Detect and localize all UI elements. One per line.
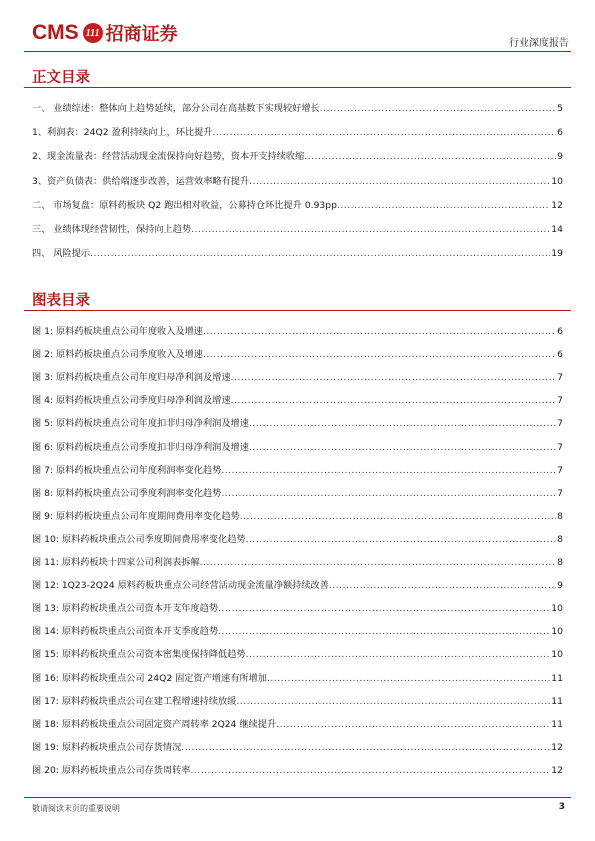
header-divider xyxy=(24,51,571,52)
toc-entry[interactable] xyxy=(32,173,563,187)
figure-entry-page: 8 xyxy=(557,510,563,522)
figure-entry-text: 图 15: 原料药板块重点公司资本密集度保持降低趋势 xyxy=(32,649,246,661)
toc-entry-page: 14 xyxy=(551,224,563,235)
dot-leader xyxy=(304,151,556,162)
figure-entry-text: 图 13: 原料药板块重点公司资本开支年度趋势 xyxy=(32,603,219,615)
figure-entry-text: 图 9: 原料药板块重点公司年度期间费用率变化趋势 xyxy=(32,510,240,522)
logo-badge-icon: 111 xyxy=(83,23,103,43)
figure-entry[interactable] xyxy=(32,508,563,522)
figure-entry-text: 图 7: 原料药板块重点公司年度利润率变化趋势 xyxy=(32,464,222,476)
toc-entry-text: 四、 风险提示 xyxy=(32,248,91,260)
dot-leader xyxy=(203,349,556,360)
figure-entry-page: 7 xyxy=(557,372,563,384)
page-number: 3 xyxy=(558,802,565,812)
figure-entry-text: 图 1: 原料药板块重点公司年度收入及增速 xyxy=(32,326,203,337)
dot-leader xyxy=(249,442,556,453)
dot-leader xyxy=(213,127,557,138)
dot-leader xyxy=(246,534,557,545)
dot-leader xyxy=(218,603,550,614)
toc-entry-page: 19 xyxy=(551,248,563,260)
footer-disclaimer: 敬请阅读末页的重要说明 xyxy=(32,804,120,813)
figure-entry[interactable] xyxy=(32,716,563,730)
figure-entry[interactable] xyxy=(32,670,563,684)
figure-entry-page: 10 xyxy=(551,626,563,638)
dot-leader xyxy=(191,224,550,235)
figure-entry-page: 7 xyxy=(557,441,563,453)
toc-entry-text: 二、 市场复盘：原料药板块 Q2 跑出相对收益，公募持仓环比提升 0.93pp xyxy=(32,199,337,211)
figure-entry[interactable] xyxy=(32,485,563,499)
dot-leader xyxy=(221,488,556,499)
toc-entry-page: 10 xyxy=(551,175,563,187)
figure-entry[interactable] xyxy=(32,554,563,568)
dot-leader xyxy=(181,742,550,753)
figure-entry[interactable] xyxy=(32,762,563,776)
figure-entry-page: 7 xyxy=(557,418,563,430)
dot-leader xyxy=(240,511,556,522)
footer-divider xyxy=(24,797,571,798)
figures-title: 图表目录 xyxy=(32,292,90,309)
toc-entry-text: 3、资产负债表：供给端逐步改善，运营效率略有提升 xyxy=(32,175,250,187)
toc-entry[interactable] xyxy=(32,100,563,114)
figure-entry-page: 11 xyxy=(551,695,563,707)
dot-leader xyxy=(320,103,556,114)
toc-entry[interactable] xyxy=(32,245,563,259)
figure-entry[interactable] xyxy=(32,369,563,383)
toc-title-rule xyxy=(24,87,571,88)
toc-entry[interactable] xyxy=(32,148,563,162)
figure-entry-text: 图 14: 原料药板块重点公司资本开支季度趋势 xyxy=(32,626,219,638)
figure-entry-text: 图 4: 原料药板块重点公司季度归母净利润及增速 xyxy=(32,395,231,407)
figure-entry[interactable] xyxy=(32,739,563,753)
figure-entry[interactable] xyxy=(32,531,563,545)
figure-entry-page: 11 xyxy=(551,672,563,684)
figure-entry-page: 8 xyxy=(557,533,563,545)
figure-entry-text: 图 3: 原料药板块重点公司年度归母净利润及增速 xyxy=(32,372,231,384)
figure-entry[interactable] xyxy=(32,323,563,337)
figure-entry-text: 图 10: 原料药板块重点公司季度期间费用率变化趋势 xyxy=(32,533,246,545)
figure-entry-page: 6 xyxy=(557,326,563,337)
figure-entry-text: 图 20: 原料药板块重点公司存货周转率 xyxy=(32,764,191,776)
dot-leader xyxy=(249,176,550,187)
figure-entry-page: 11 xyxy=(551,718,563,730)
logo-latin: CMS xyxy=(32,21,79,44)
dot-leader xyxy=(267,673,550,684)
toc-entry-text: 一、 业绩综述：整体向上趋势延续，部分公司在高基数下实现较好增长 xyxy=(32,103,320,114)
dot-leader xyxy=(337,200,550,211)
figure-entry-text: 图 5: 原料药板块重点公司年度扣非归母净利润及增速 xyxy=(32,418,249,430)
dot-leader xyxy=(249,418,556,429)
figure-entry[interactable] xyxy=(32,392,563,406)
page-header xyxy=(24,18,571,50)
dot-leader xyxy=(276,719,550,730)
dot-leader xyxy=(329,580,556,591)
figure-entry[interactable] xyxy=(32,577,563,591)
toc-entry[interactable] xyxy=(32,124,563,138)
figure-entry-page: 12 xyxy=(551,741,563,753)
toc-entry-text: 2、现金流量表：经营活动现金流保持向好趋势，资本开支持续收缩 xyxy=(32,151,305,163)
figure-entry-text: 图 8: 原料药板块重点公司季度利润率变化趋势 xyxy=(32,487,222,499)
figure-entry[interactable] xyxy=(32,462,563,476)
dot-leader xyxy=(203,326,556,337)
figures-title-rule xyxy=(24,310,571,311)
toc-title: 正文目录 xyxy=(32,69,90,86)
figure-entry-page: 9 xyxy=(557,580,563,592)
toc-entry-text: 1、利润表：24Q2 盈利持续向上，环比提升 xyxy=(32,127,213,139)
toc-entry-page: 12 xyxy=(551,199,563,211)
figure-entry-page: 10 xyxy=(551,603,563,615)
figure-entry[interactable] xyxy=(32,646,563,660)
figure-entry[interactable] xyxy=(32,439,563,453)
figure-entry-text: 图 6: 原料药板块重点公司季度扣非归母净利润及增速 xyxy=(32,441,249,453)
dot-leader xyxy=(218,626,550,637)
toc-entry-page: 5 xyxy=(557,103,563,114)
figure-entry-page: 12 xyxy=(551,764,563,776)
dot-leader xyxy=(236,696,550,707)
figure-entry-page: 8 xyxy=(557,557,563,568)
dot-leader xyxy=(190,765,550,776)
report-type-label: 行业深度报告 xyxy=(509,38,569,49)
toc-entry[interactable] xyxy=(32,221,563,235)
dot-leader xyxy=(200,557,557,568)
dot-leader xyxy=(246,649,551,660)
figure-entry-text: 图 16: 原料药板块重点公司 24Q2 固定资产增速有所增加 xyxy=(32,672,267,684)
toc-entry[interactable] xyxy=(32,197,563,211)
cms-logo xyxy=(32,18,178,48)
figure-entry-text: 图 17: 原料药板块重点公司在建工程增速持续放缓 xyxy=(32,695,237,707)
figure-entry-text: 图 12: 1Q23-2Q24 原料药板块重点公司经营活动现金流量净额持续改善 xyxy=(32,580,329,592)
figure-entry-page: 7 xyxy=(557,487,563,499)
logo-chinese: 招商证券 xyxy=(105,24,178,45)
dot-leader xyxy=(221,465,556,476)
figure-entry-text: 图 11: 原料药板块十四家公司利润表拆解 xyxy=(32,557,200,568)
figure-entry-page: 10 xyxy=(551,649,563,661)
figure-entry[interactable] xyxy=(32,693,563,707)
figure-entry-page: 7 xyxy=(557,395,563,407)
toc-entry-page: 9 xyxy=(557,151,563,163)
figure-entry-text: 图 2: 原料药板块重点公司季度收入及增速 xyxy=(32,349,203,361)
figure-entry-page: 6 xyxy=(557,349,563,361)
dot-leader xyxy=(90,248,550,259)
figure-entry[interactable] xyxy=(32,623,563,637)
figure-entry[interactable] xyxy=(32,415,563,429)
toc-entry-page: 6 xyxy=(557,127,563,139)
figure-entry-text: 图 18: 原料药板块重点公司固定资产周转率 2Q24 继续提升 xyxy=(32,718,277,730)
toc-entry-text: 三、 业绩体现经营韧性，保持向上趋势 xyxy=(32,224,192,235)
dot-leader xyxy=(231,395,557,406)
figure-entry-text: 图 19: 原料药板块重点公司存货情况 xyxy=(32,741,182,753)
figure-entry[interactable] xyxy=(32,346,563,360)
figure-entry-page: 7 xyxy=(557,464,563,476)
dot-leader xyxy=(231,372,557,383)
figure-entry[interactable] xyxy=(32,600,563,614)
